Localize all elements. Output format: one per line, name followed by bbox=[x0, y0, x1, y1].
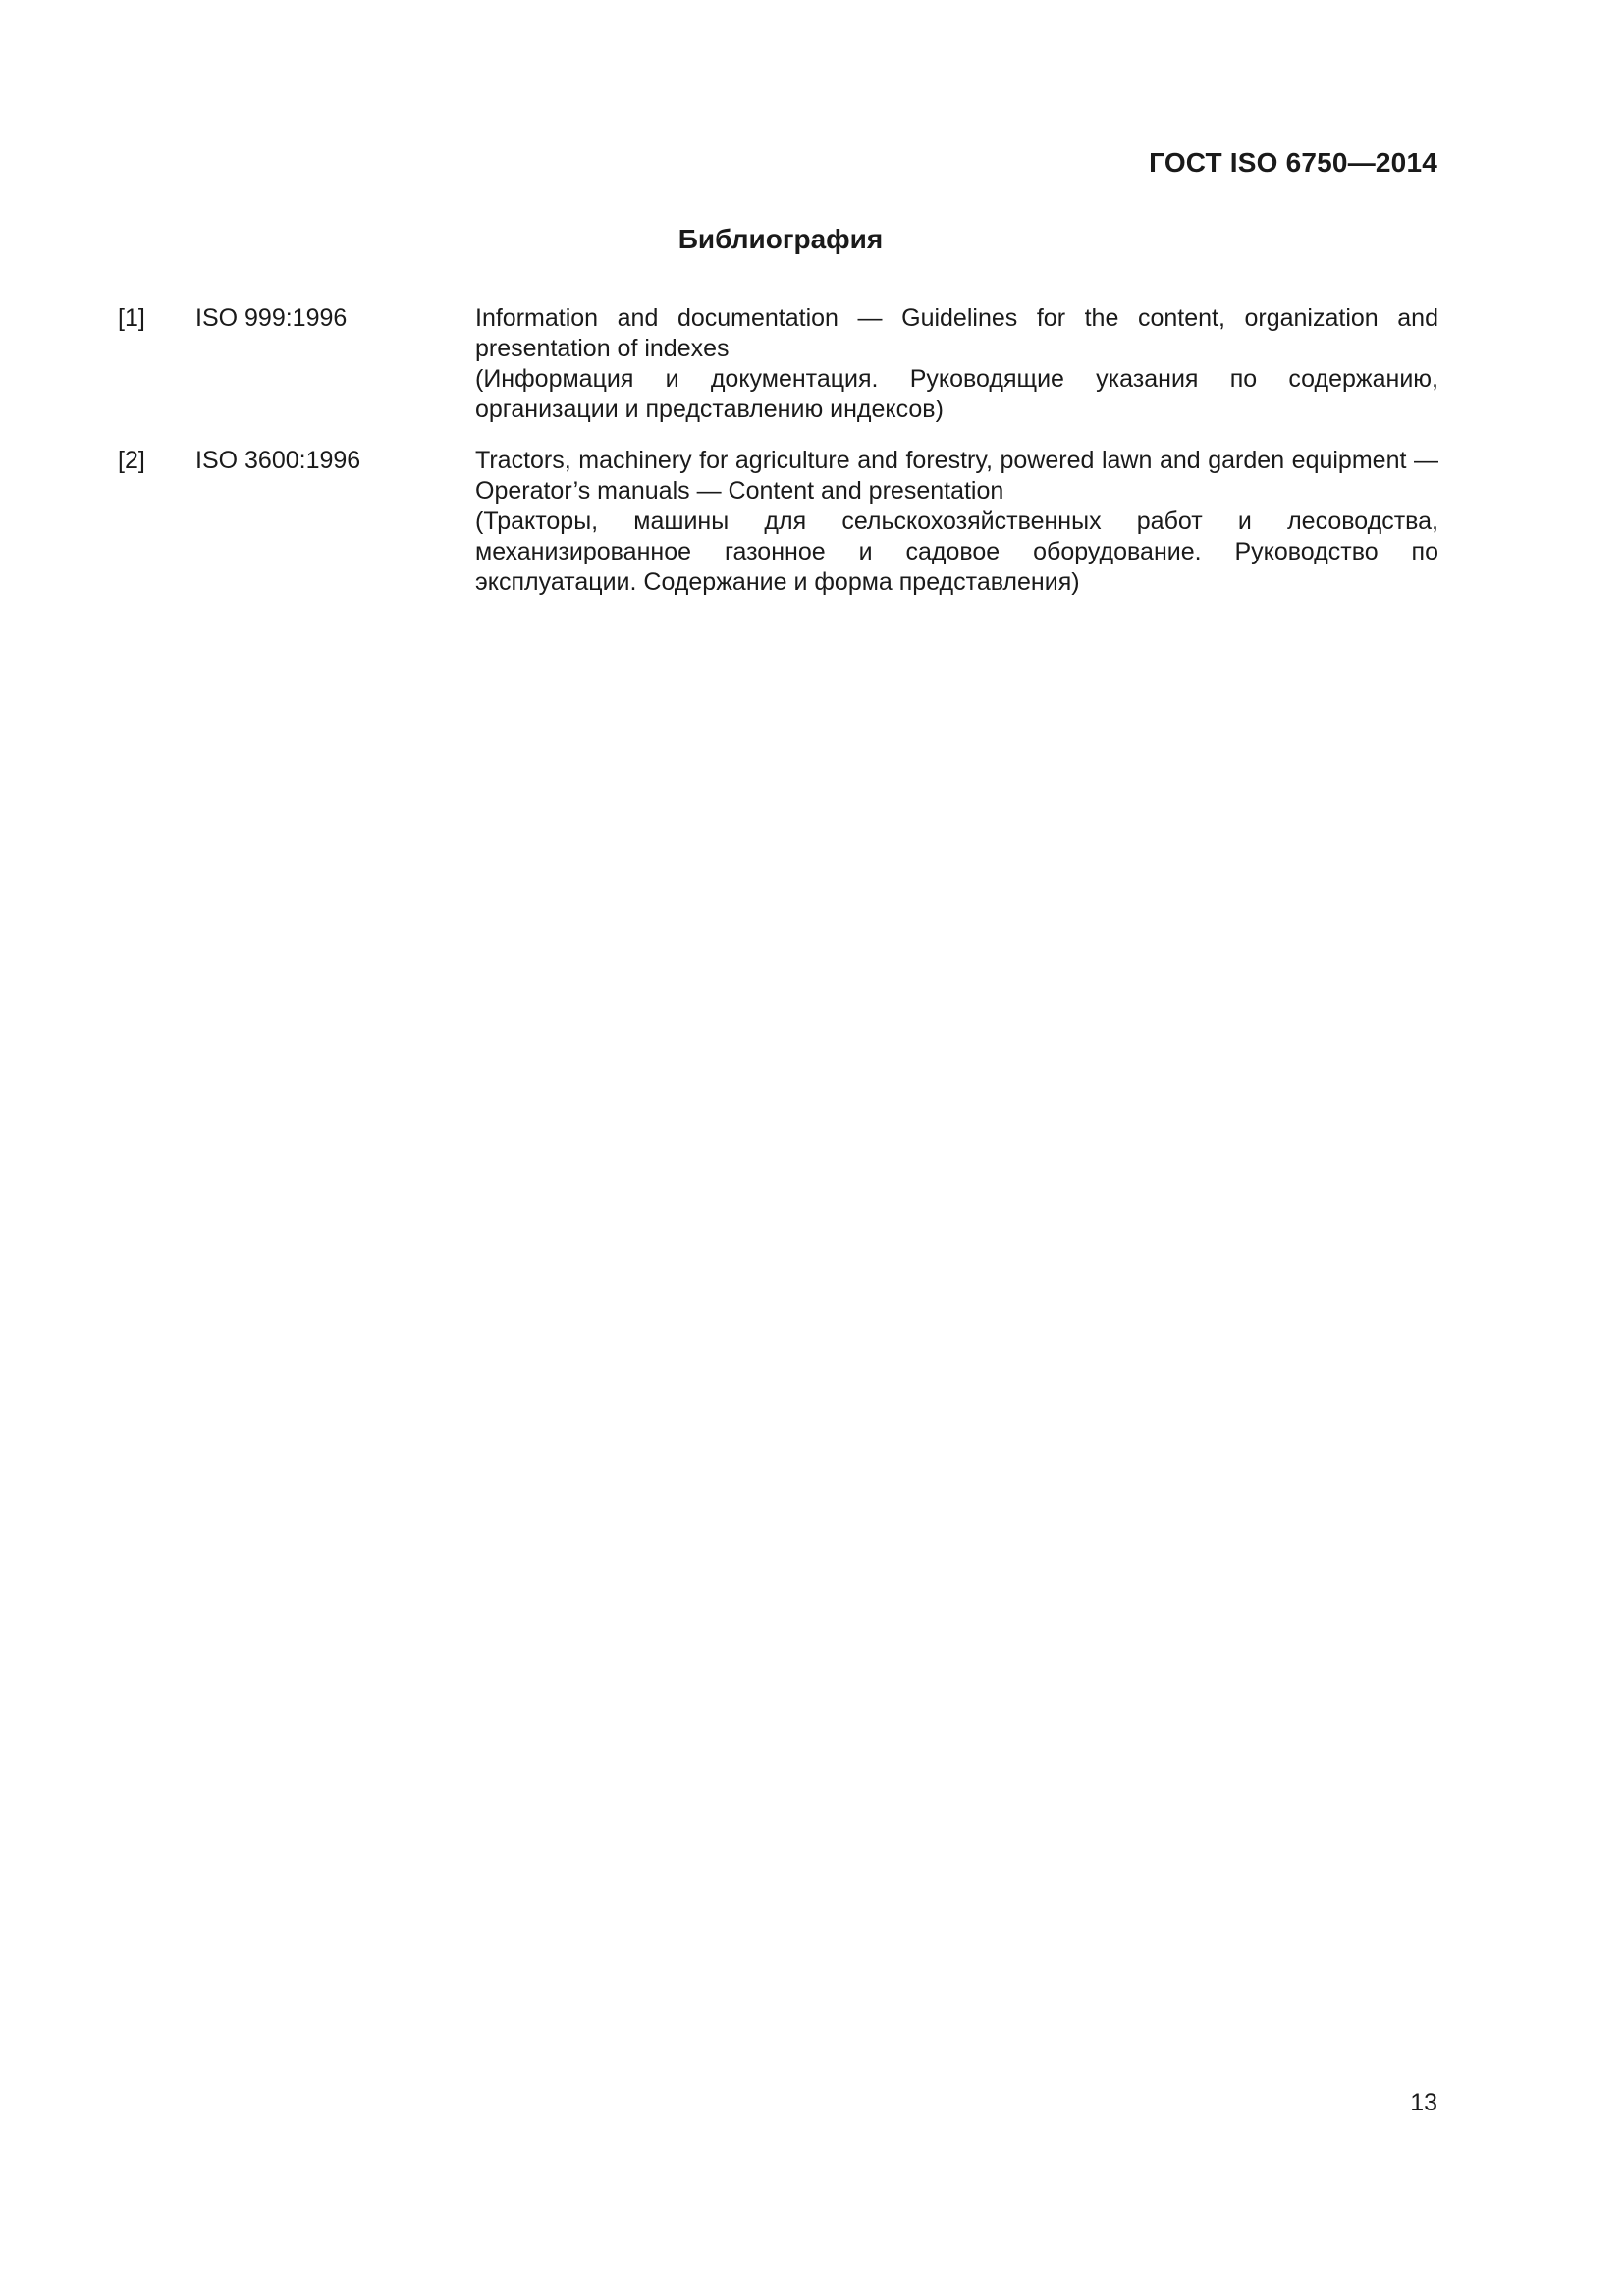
entry-description bbox=[475, 303, 1438, 425]
section-title: Библиография bbox=[677, 224, 884, 254]
entry-title-ru: (Информация и документация. Руководящие указания по содержанию, организации и представлению индексов) bbox=[475, 365, 1438, 423]
entry-title-en: Tractors, machinery for agriculture and forestry, powered lawn and garden equipment — Operator’s manuals — Content and presentation bbox=[475, 447, 1438, 505]
entry-title-ru: (Тракторы, машины для сельскохозяйственных работ и лесоводства, механизированное газонное и садовое оборудование. Руководство по эксплуатации. Содержание и форма представления) bbox=[475, 507, 1438, 596]
entry-description bbox=[475, 446, 1438, 598]
bibliography-list bbox=[118, 303, 1438, 618]
bibliography-entry bbox=[118, 446, 1438, 598]
entry-standard-code: ISO 3600:1996 bbox=[195, 447, 361, 474]
page-number: 13 bbox=[1410, 2089, 1437, 2116]
entry-number: [1] bbox=[118, 304, 145, 332]
entry-title-en: Information and documentation — Guidelines for the content, organization and presentation of indexes bbox=[475, 304, 1438, 362]
document-code-header: ГОСТ ISO 6750—2014 bbox=[1149, 147, 1437, 178]
entry-number: [2] bbox=[118, 447, 145, 474]
entry-standard-code: ISO 999:1996 bbox=[195, 304, 348, 332]
bibliography-entry bbox=[118, 303, 1438, 425]
